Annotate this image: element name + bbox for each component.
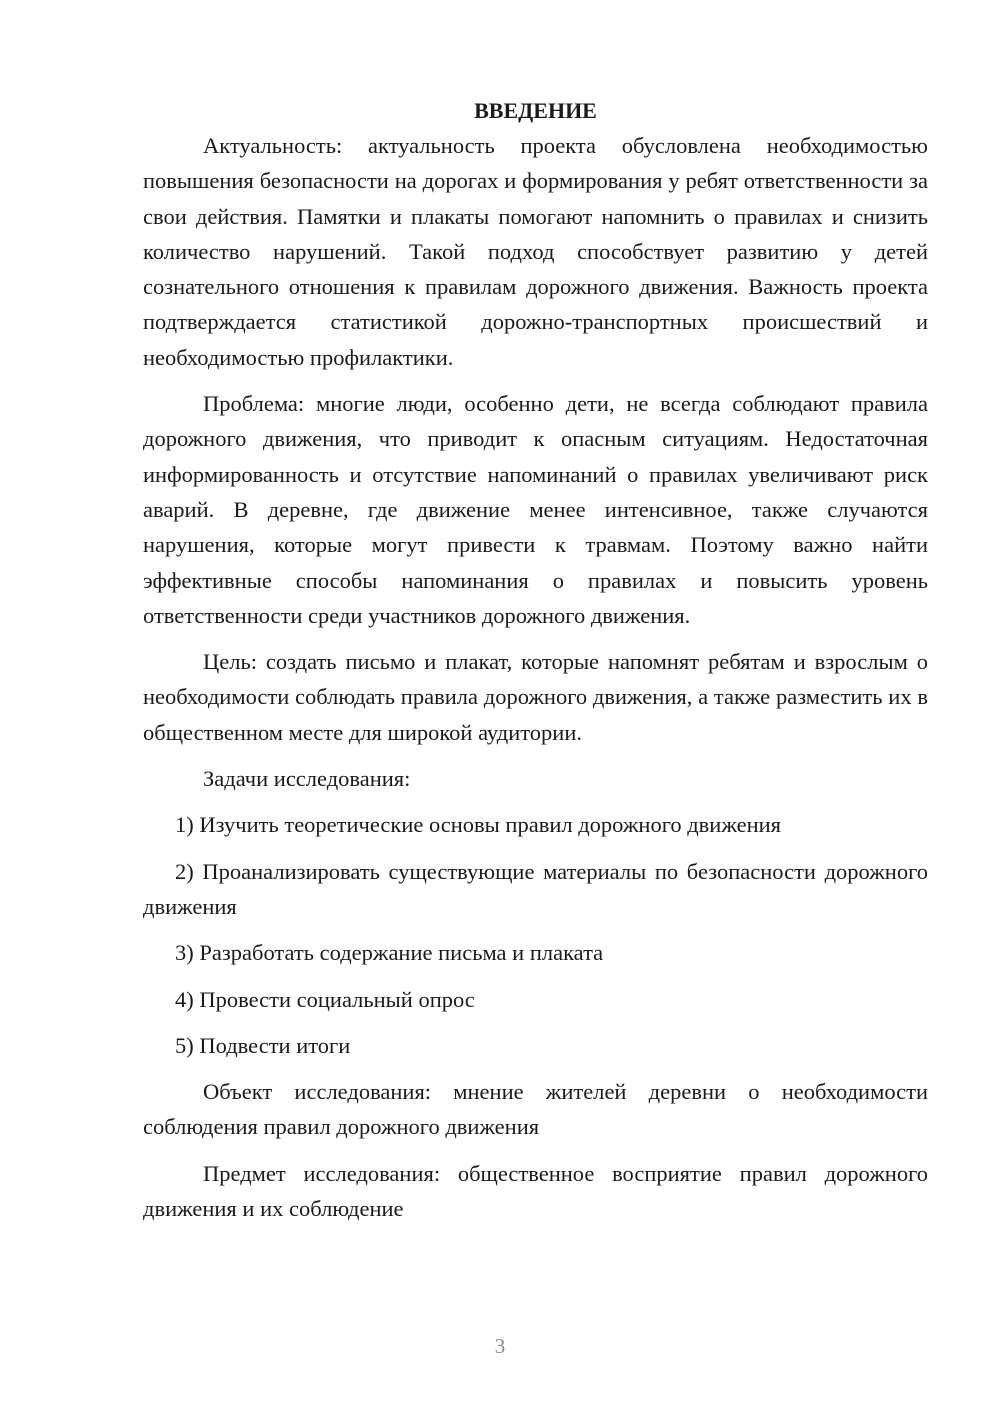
- task-item-3: 3) Разработать содержание письма и плаката: [175, 940, 604, 966]
- task-item-5: 5) Подвести итоги: [175, 1032, 351, 1058]
- relevance-paragraph: Актуальность: актуальность проекта обусловлена необходимостью повышения безопасности на дорогах и формирования у ребят ответственности за свои действия. Памятки и плакаты помогают напомнить о правилах и снизить количество нарушений. Такой подход способствует развитию у детей сознательного отношения к правилам дорожного движения. Важность проекта подтверждается статистикой дорожно-транспортных происшествий и необходимостью профилактики.: [143, 133, 928, 370]
- task-item-4: 4) Провести социальный опрос: [175, 986, 475, 1012]
- task-item-1: 1) Изучить теоретические основы правил дорожного движения: [175, 812, 782, 838]
- problem-paragraph: Проблема: многие люди, особенно дети, не всегда соблюдают правила дорожного движения, что приводит к опасным ситуациям. Недостаточная информированность и отсутствие напоминаний о правилах увеличивают риск аварий. В деревне, где движение менее интенсивное, также случаются нарушения, которые могут привести к травмам. Поэтому важно найти эффективные способы напоминания о правилах и повысить уровень ответственности среди участников дорожного движения.: [143, 391, 928, 628]
- task-item-2: 2) Проанализировать существующие материалы по безопасности дорожного движения: [143, 858, 928, 919]
- tasks-heading: Задачи исследования:: [203, 766, 411, 792]
- research-subject-paragraph: Предмет исследования: общественное восприятие правил дорожного движения и их соблюдение: [143, 1160, 928, 1222]
- goal-paragraph: Цель: создать письмо и плакат, которые напомнят ребятам и взрослым о необходимости соблюдать правила дорожного движения, а также разместить их в общественном месте для широкой аудитории.: [143, 649, 928, 745]
- page-number: 3: [494, 1334, 506, 1358]
- document-page: [143, 95, 928, 1237]
- section-title: ВВЕДЕНИЕ: [474, 98, 597, 123]
- research-object-paragraph: Объект исследования: мнение жителей деревни о необходимости соблюдения правил дорожного движения: [143, 1079, 928, 1140]
